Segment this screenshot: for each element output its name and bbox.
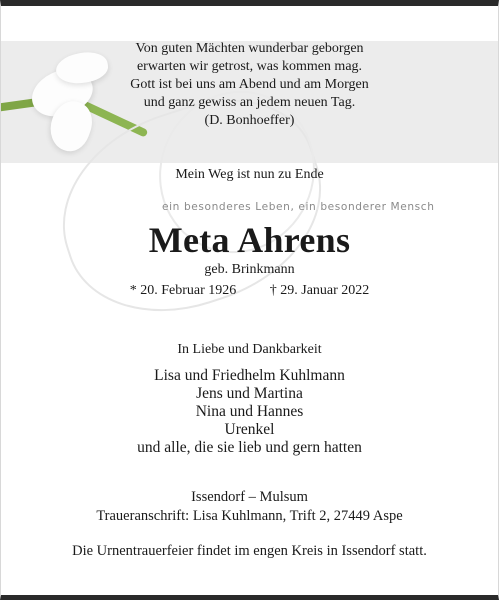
poem-line: Von guten Mächten wunderbar geborgen [135, 41, 364, 56]
mourning-address: Traueranschrift: Lisa Kuhlmann, Trift 2, 27449 Aspe [96, 508, 403, 524]
maiden-name: geb. Brinkmann [204, 262, 295, 277]
mourners-intro: In Liebe und Dankbarkeit [177, 342, 322, 357]
mourners-list [0, 367, 499, 457]
poem-line: Gott ist bei uns am Abend und am Morgen [130, 77, 369, 92]
life-dates [0, 283, 499, 299]
death-date: † 29. Januar 2022 [269, 283, 370, 298]
tagline: ein besonderes Leben, ein besonderer Mensch [162, 201, 435, 213]
mourner: Nina und Hannes [195, 403, 304, 420]
mourner: Jens und Martina [196, 385, 303, 402]
birth-date: * 20. Februar 1926 [129, 283, 237, 298]
deceased-name: Meta Ahrens [148, 220, 351, 260]
motto: Mein Weg ist nun zu Ende [175, 167, 324, 182]
bonhoeffer-poem [0, 40, 499, 130]
service-note: Die Urnentrauerfeier findet im engen Kreis in Issendorf statt. [72, 543, 427, 559]
poem-line: erwarten wir getrost, was kommen mag. [136, 59, 363, 74]
mourner: und alle, die sie lieb und gern hatten [137, 439, 362, 456]
location: Issendorf – Mulsum [191, 489, 308, 505]
mourner: Urenkel [224, 421, 275, 438]
poem-author: (D. Bonhoeffer) [204, 113, 295, 128]
contact-block [0, 488, 499, 526]
mourner: Lisa und Friedhelm Kuhlmann [154, 367, 345, 384]
poem-line: und ganz gewiss an jedem neuen Tag. [143, 95, 356, 110]
